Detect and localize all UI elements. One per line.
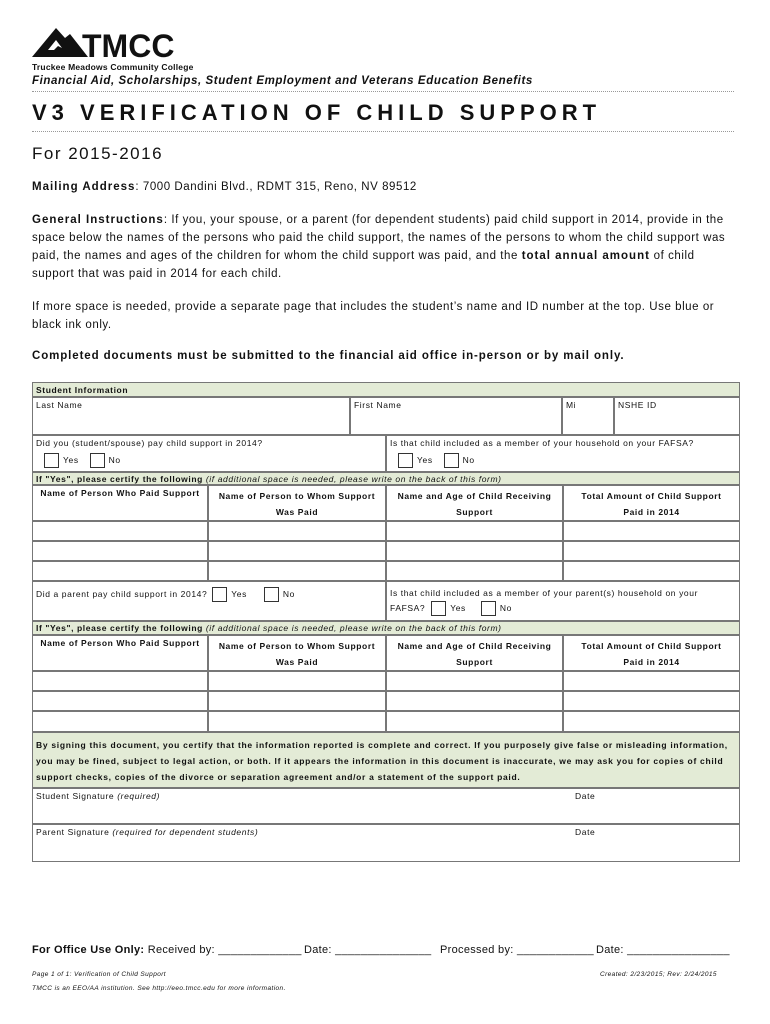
payer-cell[interactable] xyxy=(32,521,208,541)
mountain-icon xyxy=(32,28,88,57)
student-signature-field[interactable]: Student Signature (required) Date xyxy=(32,788,740,824)
page-title: V3 VERIFICATION OF CHILD SUPPORT xyxy=(32,100,602,125)
eeo-statement: TMCC is an EEO/AA institution. See http://eeo.tmcc.edu for more information. xyxy=(32,985,286,992)
revision-date: Created: 2/23/2015; Rev: 2/24/2015 xyxy=(600,971,717,978)
parent-household-no-checkbox[interactable] xyxy=(481,601,496,616)
office-processed: Processed by: ____________ xyxy=(440,944,594,956)
payee-cell[interactable] xyxy=(208,671,386,691)
student-paid-yes-checkbox[interactable] xyxy=(44,453,59,468)
mailing-address: Mailing Address: 7000 Dandini Blvd., RDMT 315, Reno, NV 89512 xyxy=(32,181,417,193)
submission-note: Completed documents must be submitted to the financial aid office in-person or by mail only. xyxy=(32,350,625,362)
payee-cell[interactable] xyxy=(208,691,386,711)
col-amount-header: Total Amount of Child Support Paid in 2014 xyxy=(563,635,740,671)
col-payee-header: Name of Person to Whom Support Was Paid xyxy=(208,485,386,521)
col-amount-header: Total Amount of Child Support Paid in 2014 xyxy=(563,485,740,521)
household-yes-checkbox[interactable] xyxy=(398,453,413,468)
parent-household-question: Is that child included as a member of your parent(s) household on your FAFSA? Yes No xyxy=(386,581,740,621)
amount-cell[interactable] xyxy=(563,541,740,561)
department-heading: Financial Aid, Scholarships, Student Employment and Veterans Education Benefits xyxy=(32,75,533,87)
parent-signature-field[interactable]: Parent Signature (required for dependent students) Date xyxy=(32,824,740,862)
col-payee-header: Name of Person to Whom Support Was Paid xyxy=(208,635,386,671)
middle-initial-field[interactable]: Mi xyxy=(562,397,614,435)
amount-cell[interactable] xyxy=(563,691,740,711)
logo-text: TMCC xyxy=(82,28,175,64)
col-payer-header: Name of Person Who Paid Support xyxy=(32,635,208,671)
payer-cell[interactable] xyxy=(32,541,208,561)
col-child-header: Name and Age of Child Receiving Support xyxy=(386,485,563,521)
office-date-1: Date: _______________ xyxy=(304,944,432,956)
child-cell[interactable] xyxy=(386,521,563,541)
payer-cell[interactable] xyxy=(32,561,208,581)
certify-header-parent: If "Yes", please certify the following (if additional space is needed, please write on the back of this form) xyxy=(32,621,740,635)
col-payer-header: Name of Person Who Paid Support xyxy=(32,485,208,521)
divider xyxy=(32,131,734,132)
nshe-id-field[interactable]: NSHE ID xyxy=(614,397,740,435)
payer-cell[interactable] xyxy=(32,671,208,691)
parent-paid-no-checkbox[interactable] xyxy=(264,587,279,602)
first-name-field[interactable]: First Name xyxy=(350,397,562,435)
office-date-2: Date: ________________ xyxy=(596,944,730,956)
payee-cell[interactable] xyxy=(208,541,386,561)
child-household-question: Is that child included as a member of your household on your FAFSA? Yes No xyxy=(386,435,740,472)
amount-cell[interactable] xyxy=(563,711,740,732)
parent-paid-question: Did a parent pay child support in 2014? Yes No xyxy=(32,581,386,621)
household-no-checkbox[interactable] xyxy=(444,453,459,468)
extra-space-note: If more space is needed, provide a separate page that includes the student’s name and ID number at the top. Use blue or black ink only. xyxy=(32,301,715,331)
payee-cell[interactable] xyxy=(208,521,386,541)
student-paid-question: Did you (student/spouse) pay child support in 2014? Yes No xyxy=(32,435,386,472)
payee-cell[interactable] xyxy=(208,711,386,732)
student-info-header: Student Information xyxy=(32,382,740,397)
amount-cell[interactable] xyxy=(563,561,740,581)
parent-paid-yes-checkbox[interactable] xyxy=(212,587,227,602)
page-footer: Page 1 of 1: Verification of Child Support xyxy=(32,971,166,978)
child-cell[interactable] xyxy=(386,711,563,732)
amount-cell[interactable] xyxy=(563,671,740,691)
child-cell[interactable] xyxy=(386,561,563,581)
office-use-line: For Office Use Only: Received by: _____________ xyxy=(32,944,302,956)
payee-cell[interactable] xyxy=(208,561,386,581)
col-child-header: Name and Age of Child Receiving Support xyxy=(386,635,563,671)
divider xyxy=(32,91,734,92)
parent-household-yes-checkbox[interactable] xyxy=(431,601,446,616)
amount-cell[interactable] xyxy=(563,521,740,541)
certify-header-student: If "Yes", please certify the following (if additional space is needed, please write on the back of this form) xyxy=(32,472,740,485)
child-cell[interactable] xyxy=(386,691,563,711)
logo-subtitle: Truckee Meadows Community College xyxy=(32,62,194,72)
verification-form xyxy=(32,382,740,862)
last-name-field[interactable]: Last Name xyxy=(32,397,350,435)
payer-cell[interactable] xyxy=(32,691,208,711)
child-cell[interactable] xyxy=(386,671,563,691)
payer-cell[interactable] xyxy=(32,711,208,732)
child-cell[interactable] xyxy=(386,541,563,561)
general-instructions: General Instructions: If you, your spouse, or a parent (for dependent students) paid child support in 2014, provide in the space below the names of the persons who paid the child support, the names of the persons to whom the child support was paid, the names and ages of the children for whom the child support was paid, and the total annual amount of child support that was paid in 2014 for each child. xyxy=(32,214,726,280)
certification-statement: By signing this document, you certify that the information reported is complete and correct. If you purposely give false or misleading information, you may be fined, subject to legal action, or both. If it appears the information in this document is inaccurate, we may ask you for copies of child support checks, copies of the divorce or separation agreement and/or a statement of the support paid. xyxy=(32,732,740,788)
award-year: For 2015-2016 xyxy=(32,144,164,163)
student-paid-no-checkbox[interactable] xyxy=(90,453,105,468)
